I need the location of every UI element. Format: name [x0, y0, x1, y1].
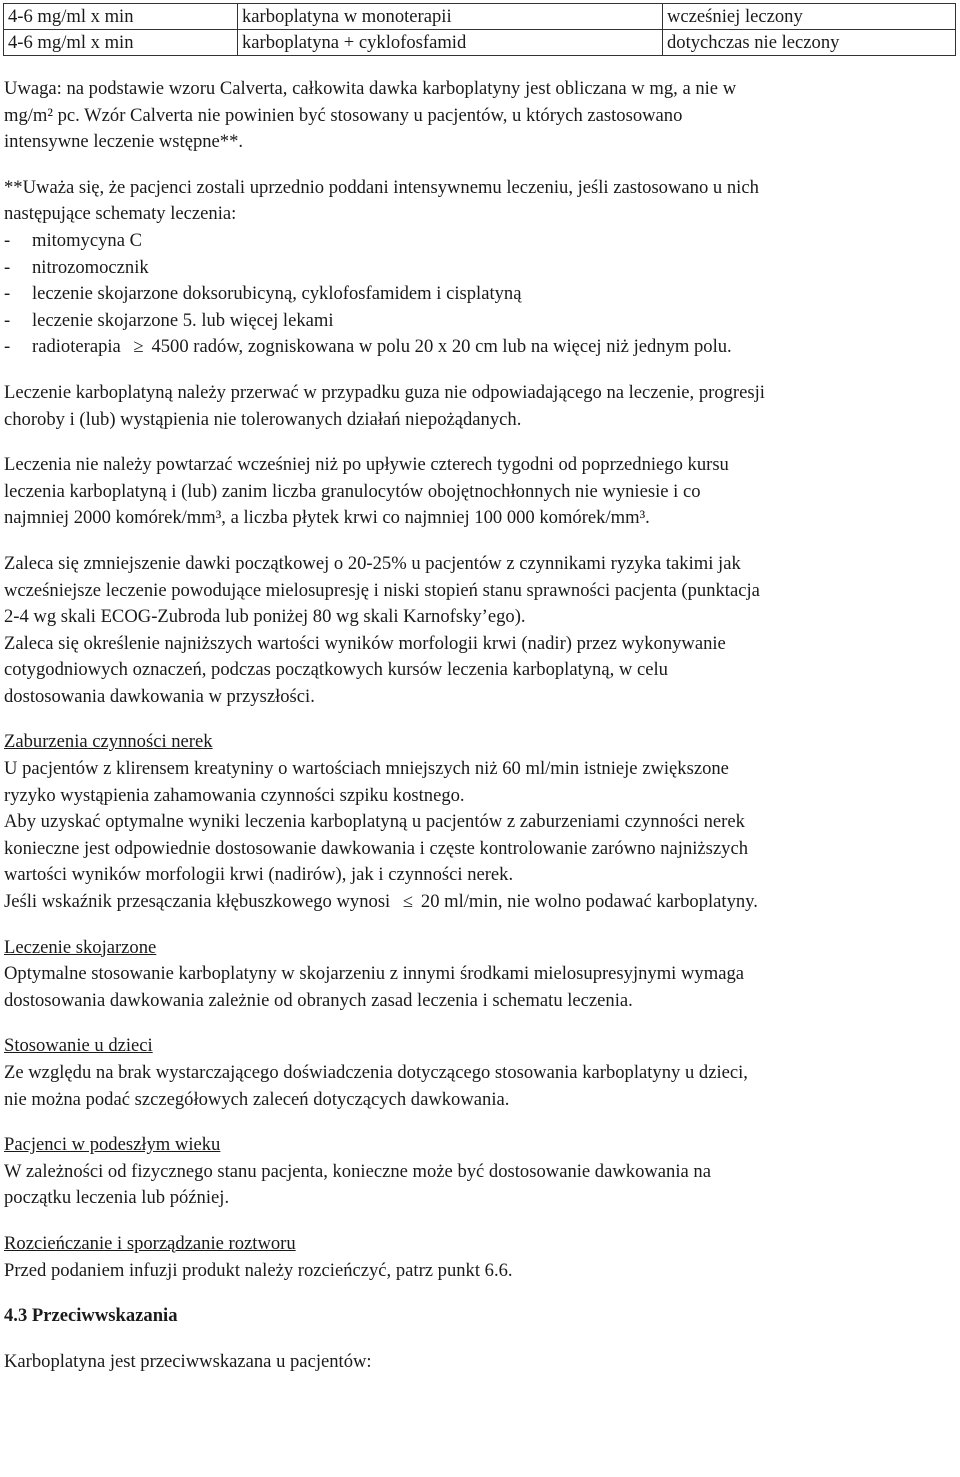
table-cell-auc: 4-6 mg/ml x min — [4, 4, 238, 30]
dosage-table — [3, 3, 956, 56]
text-line: choroby i (lub) wystąpienia nie tolerowanych działań niepożądanych. — [4, 408, 522, 430]
combination-section — [4, 935, 956, 1015]
text-line: dostosowania dawkowania zależnie od obranych zasad leczenia i schematu leczenia. — [4, 989, 633, 1011]
list-item: - mitomycyna C — [4, 229, 143, 251]
text-line: wartości wyników morfologii krwi (nadirów), jak i czynności nerek. — [4, 864, 514, 886]
text-line: Karboplatyna jest przeciwwskazana u pacjentów: — [4, 1350, 372, 1372]
list-item: - leczenie skojarzone 5. lub więcej lekami — [4, 309, 334, 331]
text-line: Jeśli wskaźnik przesączania kłębuszkowego wynosi ≤ 20 ml/min, nie wolno podawać karboplatyny. — [4, 889, 956, 916]
elderly-section — [4, 1132, 956, 1212]
table-row — [4, 4, 956, 30]
intensive-treatment-definition — [4, 175, 956, 361]
text-line: Uwaga: na podstawie wzoru Calverta, całkowita dawka karboplatyny jest obliczana w mg, a nie w — [4, 78, 737, 99]
table-cell-status: wcześniej leczony — [663, 4, 956, 30]
dose-reduction-paragraph — [4, 551, 956, 711]
repeat-course-paragraph — [4, 452, 956, 532]
list-item: - radioterapia ≥ 4500 radów, zogniskowana w polu 20 x 20 cm lub na więcej niż jednym polu. — [4, 334, 956, 361]
renal-section — [4, 729, 956, 915]
text-line: nie można podać szczegółowych zaleceń dotyczących dawkowania. — [4, 1088, 510, 1110]
text-line: Ze względu na brak wystarczającego doświadczenia dotyczącego stosowania karboplatyny u dzieci, — [4, 1062, 748, 1083]
text-line: Zaleca się zmniejszenie dawki początkowej o 20-25% u pacjentów z czynnikami ryzyka takimi jak — [4, 552, 741, 574]
text-line: Leczenia nie należy powtarzać wcześniej niż po upływie czterech tygodni od poprzedniego kursu — [4, 454, 729, 476]
text-line: intensywne leczenie wstępne**. — [4, 131, 244, 153]
dilution-section — [4, 1231, 956, 1284]
text-line: początku leczenia lub później. — [4, 1187, 230, 1209]
table-cell-regimen: karboplatyna w monoterapii — [238, 4, 663, 30]
section-heading-combination: Leczenie skojarzone — [4, 936, 157, 958]
text-line: Leczenie karboplatyną należy przerwać w przypadku guza nie odpowiadającego na leczenie, progresji — [4, 381, 765, 403]
text-line: Aby uzyskać optymalne wyniki leczenia karboplatyną u pacjentów z zaburzeniami czynności nerek — [4, 811, 745, 833]
text-line: cotygodniowych oznaczeń, podczas początkowych kursów leczenia karboplatyną, w celu — [4, 659, 668, 681]
greater-equal-symbol: ≥ — [133, 336, 144, 358]
table-cell-regimen: karboplatyna + cyklofosfamid — [238, 30, 663, 56]
text-line: **Uważa się, że pacjenci zostali uprzednio poddani intensywnemu leczeniu, jeśli zastosowano u nich — [4, 176, 759, 198]
text-line: 2-4 wg skali ECOG-Zubroda lub poniżej 80 wg skali Karnofsky’ego). — [4, 606, 526, 628]
table-cell-status: dotychczas nie leczony — [663, 30, 956, 56]
text-line: mg/m² pc. Wzór Calverta nie powinien być stosowany u pacjentów, u których zastosowano — [4, 104, 683, 126]
table-cell-auc: 4-6 mg/ml x min — [4, 30, 238, 56]
text-line: dostosowania dawkowania w przyszłości. — [4, 685, 315, 707]
text-line: ryzyko wystąpienia zahamowania czynności szpiku kostnego. — [4, 784, 465, 806]
text-line: leczenia karboplatyną i (lub) zanim liczba granulocytów obojętnochłonnych nie wyniesie i co — [4, 480, 701, 502]
text-line: Zaleca się określenie najniższych wartości wyników morfologii krwi (nadir) przez wykonywanie — [4, 632, 726, 654]
text-line: Optymalne stosowanie karboplatyny w skojarzeniu z innymi środkami mielosupresyjnymi wymaga — [4, 963, 744, 985]
section-heading-children: Stosowanie u dzieci — [4, 1035, 153, 1057]
table-row — [4, 30, 956, 56]
discontinuation-paragraph — [4, 380, 956, 433]
text-line: U pacjentów z klirensem kreatyniny o wartościach mniejszych niż 60 ml/min istnieje zwiększone — [4, 758, 729, 780]
document-page — [4, 0, 956, 1375]
less-equal-symbol: ≤ — [402, 891, 413, 913]
text-line: wcześniejsze leczenie powodujące mielosupresję i niski stopień stanu sprawności pacjenta (punktacja — [4, 579, 760, 601]
contraindications-intro — [4, 1349, 956, 1376]
list-item: - leczenie skojarzone doksorubicyną, cyklofosfamidem i cisplatyną — [4, 283, 522, 305]
text-line: konieczne jest odpowiednie dostosowanie dawkowania i częste kontrolowanie zarówno najniższych — [4, 837, 749, 859]
section-heading-dilution: Rozcieńczanie i sporządzanie roztworu — [4, 1232, 296, 1254]
text-line: W zależności od fizycznego stanu pacjenta, konieczne może być dostosowanie dawkowania na — [4, 1160, 711, 1182]
contraindications-section — [4, 1303, 956, 1330]
text-line: najmniej 2000 komórek/mm³, a liczba płytek krwi co najmniej 100 000 komórek/mm³. — [4, 507, 650, 529]
list-item: - nitrozomocznik — [4, 256, 149, 278]
section-heading-elderly: Pacjenci w podeszłym wieku — [4, 1134, 221, 1156]
section-heading-renal: Zaburzenia czynności nerek — [4, 731, 213, 753]
text-line: Przed podaniem infuzji produkt należy rozcieńczyć, patrz punkt 6.6. — [4, 1259, 513, 1281]
calvert-note — [4, 76, 956, 156]
text-line: następujące schematy leczenia: — [4, 203, 237, 225]
children-section — [4, 1033, 956, 1113]
section-heading-contraindications: 4.3 Przeciwwskazania — [4, 1305, 178, 1327]
